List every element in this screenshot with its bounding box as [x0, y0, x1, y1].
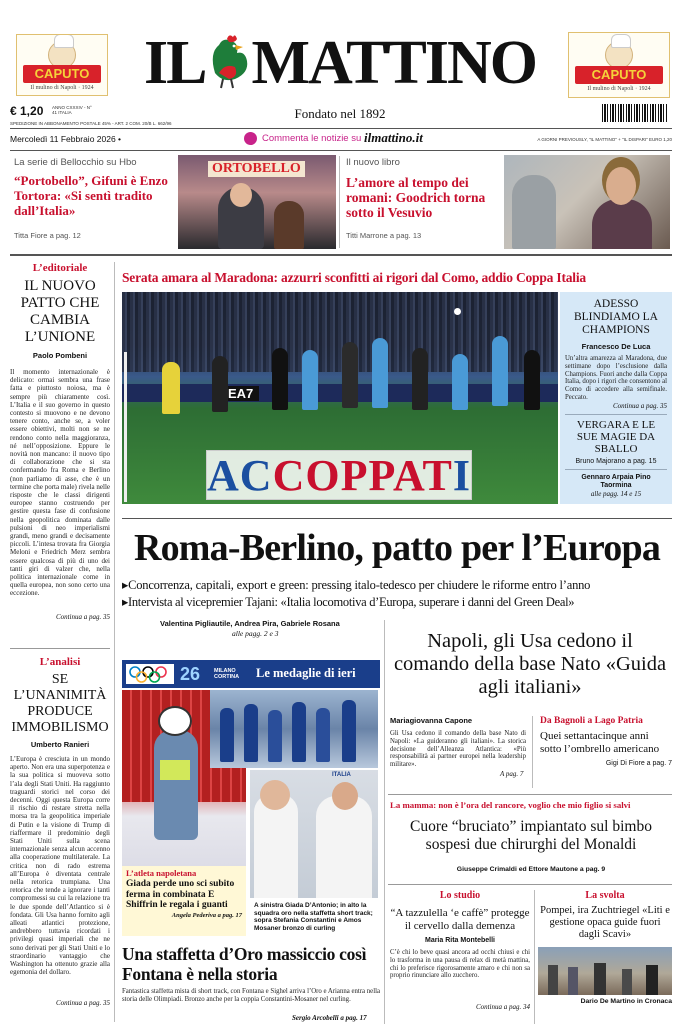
players-group — [152, 332, 552, 432]
teaser-byline: Titta Fiore a pag. 12 — [14, 231, 81, 240]
olympic-rings-icon — [126, 664, 174, 684]
editorial-headline: IL NUOVO PATTO CHE CAMBIA L’UNIONE — [20, 278, 100, 345]
main-pages[interactable]: alle pagg. 2 e 3 — [232, 629, 279, 638]
side-byline[interactable]: Gigi Di Fiore a pag. 7 — [605, 760, 672, 767]
stadium-photo — [122, 292, 558, 504]
analysis[interactable] — [10, 656, 110, 1024]
pompei-headline: Pompei, ira Zuchtriegel «Liti e gestione opaca guide fuori dagli Scavi» — [540, 905, 670, 940]
main-bullet-1 — [122, 578, 672, 593]
chef-logo-icon — [605, 41, 633, 69]
study-divider — [534, 890, 535, 1024]
pompei-kicker: La svolta — [585, 890, 625, 901]
main-authors: Valentina Pigliautile, Andrea Pira, Gabriele Rosana — [160, 619, 340, 628]
photo-woman-body — [592, 199, 652, 249]
editorial-continue[interactable]: Continua a pag. 35 — [55, 613, 110, 621]
price: € 1,20 — [10, 104, 44, 118]
caputo-brand: CAPUTO — [575, 66, 663, 84]
left-col-rule — [10, 648, 110, 649]
postal-info: SPEDIZIONE IN ABBONAMENTO POSTALE 45% - ART. 2 COM. 20/B L. 662/96 — [10, 121, 172, 126]
ad-board-text: EA7 — [222, 386, 259, 401]
monaldi-headline[interactable]: Cuore “bruciato” impiantato sul bimbo sospesi due chirurghi del Monaldi — [410, 818, 652, 853]
bullet-arrow-icon: ▸ — [122, 595, 128, 609]
monaldi-byline[interactable]: Giuseppe Crimaldi ed Ettore Mautone a pag. 9 — [456, 866, 606, 873]
left-col-divider — [114, 262, 115, 1022]
side-kicker: Da Bagnoli a Lago Patria — [540, 716, 643, 726]
nato-page[interactable]: A pag. 7 — [500, 770, 524, 778]
nato-sidebar[interactable] — [536, 716, 672, 767]
speech-bubble-icon — [244, 132, 257, 145]
pompei-byline[interactable]: Dario De Martino in Cronaca — [580, 998, 672, 1005]
olympics-byline[interactable]: Sergio Arcobelli a pag. 17 — [292, 1014, 367, 1022]
overlay-coppat: COPPAT — [272, 451, 453, 500]
sport-rule — [122, 518, 672, 519]
photo-woman-face — [606, 167, 636, 205]
jersey-text: ITALIA — [332, 772, 351, 778]
main-headline[interactable]: Roma-Berlino, patto per l’Europa — [133, 527, 661, 569]
teaser-portobello[interactable] — [10, 153, 336, 251]
study-body: C’è chi lo beve quasi ancora ad occhi chiusi e chi lo trasforma in una pausa di relax di metà mattina, chi lo preferisce rigorosamente amaro e chi non sa proprio rinunciare allo zucchero. — [390, 949, 530, 980]
main-bullet-2 — [122, 595, 672, 610]
title-right: MATTINO — [251, 29, 536, 97]
study-headline: “A tazzulella ‘e caffè” protegge il cervello dalla demenza — [390, 907, 530, 932]
side1-author: Francesco De Luca — [581, 342, 651, 351]
nato-author: Mariagiovanna Capone — [390, 716, 473, 725]
side-headline: Quei settantacinque anni sotto l’ombrello americano — [540, 730, 660, 755]
editorial-author: Paolo Pombeni — [32, 351, 88, 360]
short-track-photo — [210, 690, 378, 768]
teaser-headline: L’amore al tempo dei romani: Goodrich torna sotto il Vesuvio — [346, 175, 486, 220]
teaser-divider — [339, 156, 340, 248]
caputo-subtitle: Il mulino di Napoli · 1924 — [30, 85, 94, 91]
curler-man — [316, 796, 372, 898]
study-kicker: Lo studio — [439, 890, 481, 901]
games-mark-icon: 26 — [180, 664, 201, 684]
sport-sidebar[interactable] — [560, 292, 672, 504]
comment-prefix: Commenta le notizie su — [262, 133, 362, 144]
side1-headline: ADESSO BLINDIAMO LA CHAMPIONS — [573, 298, 658, 336]
skier-helmet — [158, 706, 192, 736]
olympics-body: Fantastica staffetta mista di short track, con Fontana e Sighel arriva l’Oro e Arianna entra nella storia delle Olimpiadi. Bronzo anche per la coppia Constantini-Mosaner nel curling. — [122, 988, 380, 1003]
teaser-kicker: Il nuovo libro — [346, 157, 400, 168]
nato-body: Gli Usa cedono il comando della base Nato di Napoli: «La guideranno gli italiani». La storica decisione dell’Alleanza Atlantica: «Più responsabilità ai partner europei nella leadership militare». — [390, 730, 526, 769]
olympics-caption: A sinistra Giada D’Antonio; in alto la squadra oro nella staffetta short track; sopra Stefania Constantini e Amos Mosaner bronzo di curling — [254, 902, 373, 932]
bullet-1-text: Concorrenza, capitali, export e green: pressing italo-tedesco per chiudere le riforme entro l’anno — [128, 578, 591, 592]
photo-sign: ORTOBELLO — [208, 161, 305, 177]
teaser-byline: Titti Marrone a pag. 13 — [346, 231, 422, 240]
teaser-headline: “Portobello”, Gifuni è Enzo Tortora: «Si sentì tradito dall’Italia» — [14, 173, 168, 218]
overlay-i: I — [452, 451, 472, 500]
rooster-icon — [205, 33, 251, 89]
photo-face — [230, 183, 252, 207]
analysis-kicker: L’analisi — [39, 656, 81, 668]
portobello-photo — [178, 155, 336, 249]
teaser-text: Giada perde uno sci subito ferma in combinata E Shiffrin le regala i guanti — [126, 879, 235, 910]
photo-statue — [512, 175, 556, 249]
comment-link[interactable] — [244, 130, 474, 148]
pompei-photo — [538, 947, 672, 995]
side2-byline[interactable]: Bruno Majorano a pag. 15 — [575, 457, 657, 465]
olympics-divider — [384, 620, 385, 1024]
bullet-arrow-icon: ▸ — [122, 578, 129, 592]
skier-teaser[interactable] — [122, 866, 246, 936]
caputo-subtitle: Il mulino di Napoli · 1924 — [587, 86, 651, 92]
analysis-body: L’Europa è cresciuta in un mondo aperto. Non era una superpotenza e la sua politica si muoveva sotto l’ala degli Stati Uniti. Ha raggiunto traguardi storici nel corso dei decenni. Oggi questa Europa corre il rischio di restare stretta nella morsa tra la geopolitica imperiale di Putin e la visione di Trump di riaffermare il predominio degli Stati Uniti sulla scena internazionale senza alcun accenno alla cooperazione multilaterale. La critica non di rado estrema all’Europa è diventata centrale nella retorica trumpiana. Una retorica che tende a ignorare i tanti compromessi su cui la relazione tra le due sponde dell’Atlantico si è fondata. Gli Usa hanno fornito agli alleati atlantici protezione, andrebbero tuttavia ricordati i privilegi quasi imperiali che ne sono derivati per gli Stati Uniti e lo straordinario vantaggio che Washington ha ottenuto grazie alla egemonia del dollaro. — [10, 755, 110, 977]
olympics-header[interactable] — [122, 660, 380, 688]
study[interactable] — [390, 890, 530, 1024]
curling-photo — [250, 770, 378, 898]
barcode — [602, 104, 668, 122]
bundle-note: A GIORNI PREVIOUSLY, "IL MATTINO" + "IL DISPARI" EURO 1,20 — [537, 137, 672, 142]
monaldi-rule — [388, 884, 672, 885]
caputo-ad-left[interactable] — [16, 34, 108, 96]
side3-authors: Gennaro Arpaia Pino Taormina — [581, 473, 651, 489]
bullet-2-text: Intervista al vicepremier Tajani: «Italia locomotiva d’Europa, superare i danni del Green Deal» — [127, 595, 575, 609]
skier-bib — [160, 760, 190, 780]
founded-line: Fondato nel 1892 — [294, 106, 386, 121]
skier-body — [154, 730, 198, 840]
teaser-goodrich[interactable] — [342, 153, 672, 251]
photo-child — [274, 201, 304, 249]
side3-pages[interactable]: alle pagg. 14 e 15 — [590, 489, 642, 498]
title-left: IL — [143, 29, 206, 97]
caputo-brand: CAPUTO — [23, 65, 101, 83]
study-continue[interactable]: Continua a pag. 34 — [475, 1003, 530, 1011]
study-author: Maria Rita Montebelli — [424, 937, 495, 944]
teaser-kicker: L’atleta napoletana — [126, 868, 197, 878]
ball — [454, 308, 461, 315]
games-logo: MILANO CORTINA — [214, 668, 240, 680]
analysis-author: Umberto Ranieri — [30, 740, 90, 749]
nato-headline[interactable]: Napoli, gli Usa cedono il comando della base Nato «Guida agli italiani» — [393, 630, 667, 698]
monaldi-kicker: La mamma: non è l’ora del rancore, voglio che mio figlio si salvi — [390, 800, 631, 810]
sport-banner[interactable]: Serata amara al Maradona: azzurri sconfitti ai rigori dal Como, addio Coppa Italia — [122, 270, 586, 285]
teaser-kicker: La serie di Bellocchio su Hbo — [14, 157, 137, 168]
side1-body: Un’altra amarezza al Maradona, due settimane dopo l’esclusione dalla Champions. Fuori anche dalla Coppa Italia, dopo i rigori che consentono al Como di accedere alla semifinale. Peccato. — [565, 355, 667, 401]
teaser-rule — [10, 254, 672, 256]
editorial-body: Il momento internazionale è delicato: ormai sembra una frase fatta e piuttosto noiosa, ma è sempre più chiaramente così. L’Italia e il suo governo in questo contesto si muovono e ne devono tenere conto, anche se, a voler essere obiettivi, molti non se ne rendono conto nella maggioranza, né nell’opposizione. Eppure le novità non mancano: il nuovo tipo di collaborazione che si sta confermando fra Roma e Berlino (non parliamo di asse, che è un termine che porta male) rivela nelle risposte che le classi dirigenti europee stanno costruendo per gestire questa fase di confusione nella geopolitica dominata dalle pulsioni di neo imperialismi grandi, meno grandi e decisamente piccoli. L’intesa trovata fra Giorgia Meloni e Friedrich Merz sembra essere qualcosa di più di uno dei tanti giri di valzer che, nella politica internazionale come in quella europea, non sono certo una eccezione. — [10, 368, 110, 598]
olympics-section-title: Le medaglie di ieri — [256, 666, 356, 680]
caputo-ad-right[interactable] — [568, 32, 670, 98]
nato-rule — [388, 794, 672, 795]
analysis-continue[interactable]: Continua a pag. 35 — [55, 999, 110, 1007]
editorial-kicker: L’editoriale — [32, 262, 88, 274]
issue-date: Mercoledì 11 Febbraio 2026 • — [10, 134, 122, 144]
photo-headline-box — [206, 450, 472, 500]
overlay-ac: AC — [207, 451, 273, 500]
side2-headline: VERGARA E LE SUE MAGIE DA SBALLO — [576, 418, 656, 455]
teaser-byline[interactable]: Angela Pederiva a pag. 17 — [171, 911, 242, 919]
side1-continue[interactable]: Continua a pag. 35 — [612, 401, 667, 410]
analysis-headline: SE L’UNANIMITÀ PRODUCE IMMOBILISMO — [11, 672, 109, 735]
masthead-rule — [10, 128, 672, 129]
issue-info: ANNO CXXXIV - N° 41 ITALIA — [52, 105, 92, 115]
pompei[interactable] — [538, 890, 672, 1024]
site-name: ilmattino.it — [364, 130, 423, 145]
date-rule — [10, 150, 672, 151]
editorial[interactable] — [10, 262, 110, 640]
newspaper-title[interactable] — [120, 30, 560, 96]
goodrich-photo — [504, 155, 670, 249]
goal-post — [124, 352, 127, 502]
nato-divider — [532, 716, 533, 788]
olympics-headline[interactable]: Una staffetta d’Oro massiccio così Fontana è nella storia — [122, 944, 367, 984]
